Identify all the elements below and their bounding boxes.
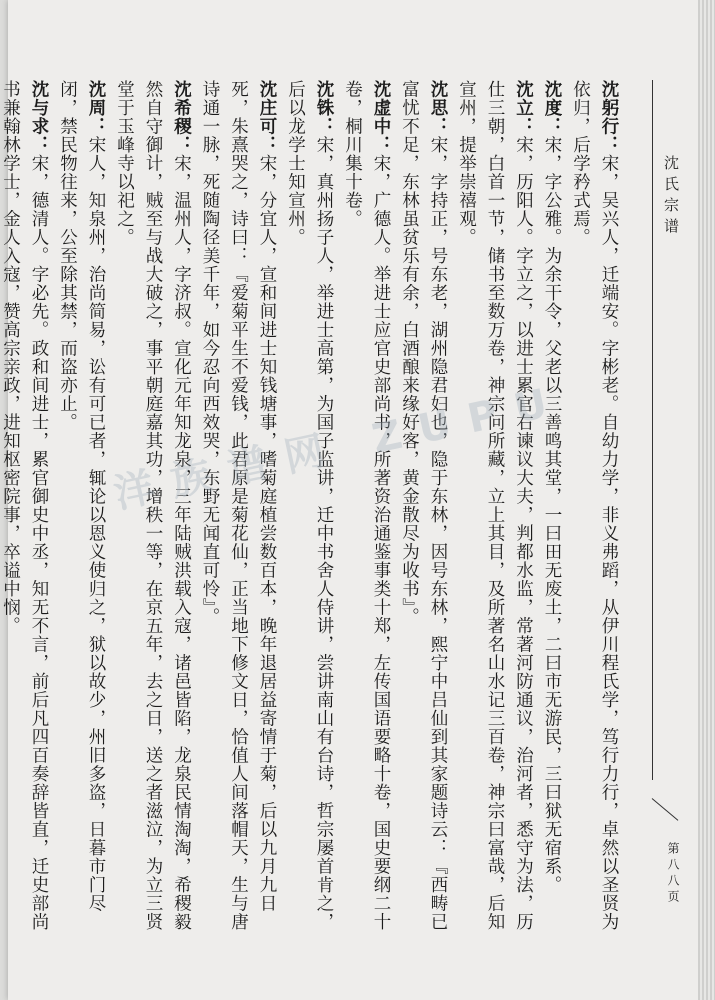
entry bbox=[0, 80, 53, 940]
book-page-edges bbox=[698, 0, 715, 1000]
entry bbox=[53, 80, 110, 940]
running-header bbox=[630, 0, 688, 1000]
entry bbox=[452, 80, 538, 940]
entry-name: 沈铢： bbox=[314, 80, 334, 136]
entry bbox=[395, 80, 452, 940]
entry bbox=[110, 80, 196, 940]
entry-text: 宋，字公雅。为余干令，父老以三善鸣其堂，一曰田无废土，二曰市无游民，三曰狱无宿系。 bbox=[542, 135, 562, 894]
entry-text: 宋，广德人。举进士应官史部尚书，所著资治通鉴事类十郑，左传国语要略十卷，国史要纲二十卷，桐川集十卷。 bbox=[342, 80, 391, 931]
header-rule bbox=[652, 80, 653, 780]
entry bbox=[196, 80, 282, 940]
entry-text: 宋，字持正，号东老，湖州隐君妇也，隐于东林，因号东林，熙宁中吕仙到其家题诗云：『西畴已富忧不足，东林虽贫乐有余，白酒酿来缘好客，黄金散尽为收书』。 bbox=[399, 80, 448, 931]
book-title: 沈氏宗谱 bbox=[662, 155, 680, 239]
genealogy-text bbox=[0, 80, 623, 940]
entry-name: 沈庄可： bbox=[257, 80, 277, 154]
entry-text: 宋，分宜人，宣和间进士知钱塘事，嗜菊庭植尝数百本，晚年退居益寄情于菊，后以九月九日死，朱熹哭之，诗曰：『爱菊平生不爱钱，此君原是菊花仙，正当地下修文日，恰值人间落帽天，生与唐诗通一脉，死随陶径美千年，如今忍向西效哭，东野无闻直可怜』。 bbox=[200, 80, 277, 931]
entry-name: 沈希稷： bbox=[171, 80, 192, 154]
entry-text: 宋，吴兴人，迁端安。字彬老。自幼力学，非义弗蹈，从伊川程氏学，笃行力行，卓然以圣贤为依归，后学矜式焉。 bbox=[570, 80, 619, 931]
entry bbox=[538, 80, 567, 940]
entry bbox=[566, 80, 623, 940]
entry-text: 宋，真州扬子人，举进士高第，为国子监讲，迁中书舍人侍讲，尝讲南山有台诗，哲宗屡首肯之，后以龙学士知宣州。 bbox=[285, 80, 334, 931]
entry-name: 沈思： bbox=[428, 80, 448, 136]
watermark: 洋族谱网 ZUPU bbox=[110, 377, 569, 518]
page-number: 第八八页 bbox=[666, 842, 680, 906]
entry-text: 宋，历阳人。字立之，以进士累官右谏议大夫，判都水监，常著河防通议，治河者，悉守为法，历仕三朝，白首一节，储书至数万卷，神宗问所藏，立上其目，及所著名山水记三百卷，神宗曰富哉，后知宣州，提举崇禧观。 bbox=[456, 80, 534, 931]
entry-name: 沈立： bbox=[513, 80, 534, 136]
header-diagonal-rule bbox=[652, 798, 679, 821]
entry-name: 沈周： bbox=[86, 80, 106, 136]
entry bbox=[281, 80, 338, 940]
entry-text: 宋人，知泉州，治尚简易，讼有可已者，辄论以恩义使归之，狱以故少，州旧多盗，日暮市门尽闭，禁民物往来，公至除其禁，而盗亦止。 bbox=[57, 80, 106, 913]
entry-text: 宋，温州人，字济叔。宣化元年知龙泉，三年陆贼洪载入寇，诸邑皆陷，龙泉民情淘淘，希稷毅然自守御计，贼至与战大破之，事平朝庭嘉其功，增秩一等，在京五年，去之日，送之者滋泣，为立三贤堂于玉峰寺以祀之。 bbox=[114, 80, 192, 931]
entry-text: 宋，德清人。字必先。政和间进士，累官御史中丞，知无不言，前后凡四百奏辞皆直，迁史部尚书兼翰林学士，金人入寇，赞高宗亲政，进知枢密院事，卒谥中悯。 bbox=[0, 80, 49, 931]
entry bbox=[338, 80, 395, 940]
entry-name: 沈虚中： bbox=[371, 80, 391, 154]
entry-name: 沈度： bbox=[542, 80, 562, 136]
entry-name: 沈与求： bbox=[29, 80, 49, 154]
entry-name: 沈躬行： bbox=[599, 80, 619, 154]
